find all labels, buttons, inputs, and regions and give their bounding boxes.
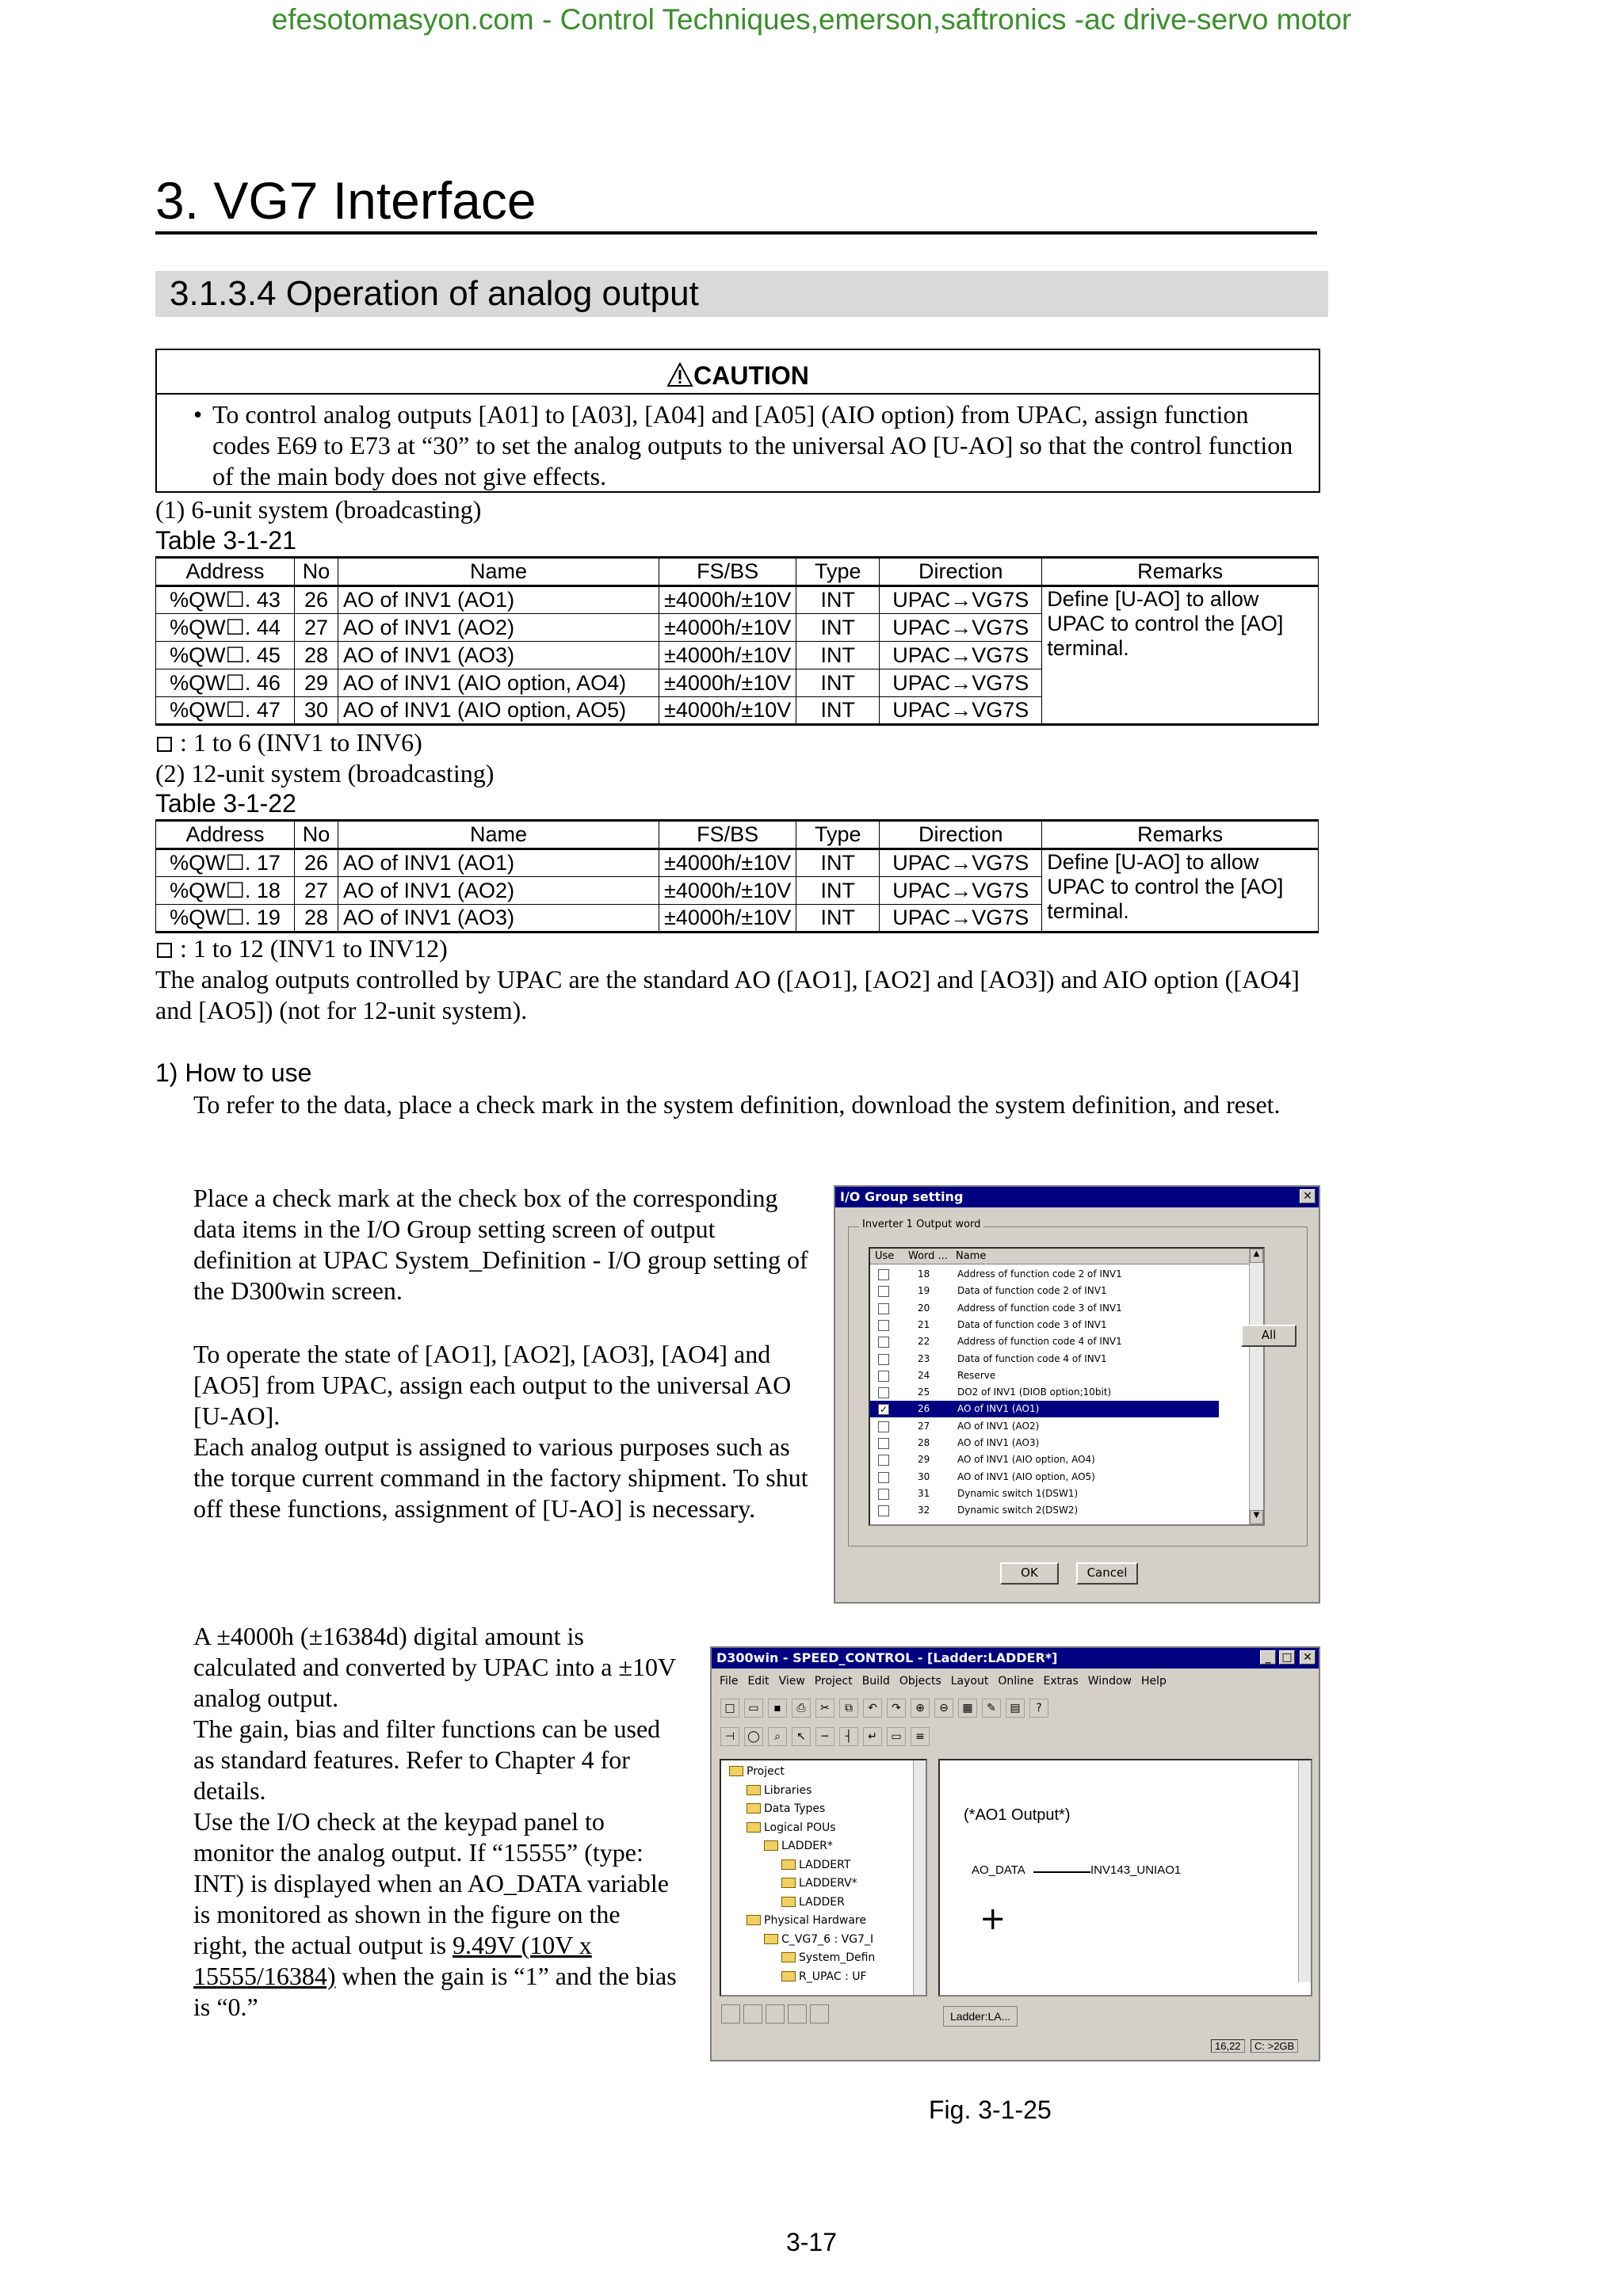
- folder-icon: [747, 1803, 761, 1814]
- checkbox[interactable]: [878, 1438, 889, 1449]
- search-icon[interactable]: ⌕: [768, 1727, 787, 1746]
- remarks-cell: Define [U-AO] to allow UPAC to control the [AO] terminal.: [1042, 849, 1319, 933]
- var-out: INV143_UNIAO1: [1090, 1863, 1182, 1877]
- build-icon[interactable]: ▦: [958, 1699, 977, 1718]
- cut-icon[interactable]: ✂: [815, 1699, 834, 1718]
- table-row: %QW☐. 43 26 AO of INV1 (AO1) ±4000h/±10V INT UPAC→VG7S Define [U-AO] to allow UPAC to control the [AO] terminal.: [156, 586, 1319, 614]
- io-list-item[interactable]: 25 DO2 of INV1 (DIOB option;10bit): [870, 1384, 1219, 1401]
- print-icon[interactable]: ⎙: [792, 1699, 811, 1718]
- table2-label: Table 3-1-22: [155, 789, 296, 818]
- ladder-editor: [938, 1759, 1312, 1997]
- table-row: %QW☐. 17 26 AO of INV1 (AO1) ±4000h/±10V INT UPAC→VG7S Define [U-AO] to allow UPAC to control the [AO] terminal.: [156, 849, 1319, 877]
- checkbox[interactable]: [878, 1505, 889, 1516]
- col-remarks: Remarks: [1042, 558, 1319, 586]
- status-disk: C: >2GB: [1251, 2039, 1298, 2053]
- zoom-out-icon[interactable]: ⊖: [934, 1699, 953, 1718]
- col-direction: Direction: [880, 558, 1042, 586]
- figure-caption: Fig. 3-1-25: [929, 2096, 1052, 2124]
- warning-icon: [666, 362, 693, 387]
- io-list-item[interactable]: 31 Dynamic switch 1(DSW1): [870, 1486, 1219, 1502]
- save-icon[interactable]: ▪: [768, 1699, 787, 1718]
- checkbox[interactable]: [878, 1269, 889, 1280]
- para-purposes: Each analog output is assigned to various purposes such as the torque current command in the factory shipment. To shut off these functions, assignment of [U-AO] is necessary.: [193, 1432, 808, 1523]
- ladder-comment: (*AO1 Output*): [964, 1806, 1071, 1824]
- io-group-label: Inverter 1 Output word: [859, 1219, 983, 1230]
- chapter-rule: [155, 231, 1317, 235]
- summary-text: The analog outputs controlled by UPAC are the standard AO ([AO1], [AO2] and [AO3]) and AIO option ([AO4] and [AO5]) (not for 12-unit system).: [155, 965, 1300, 1024]
- maximize-icon[interactable]: □: [1279, 1650, 1295, 1665]
- folder-icon: [781, 1897, 796, 1907]
- close-icon[interactable]: ✕: [1300, 1650, 1316, 1665]
- folder-icon: [781, 1952, 796, 1962]
- io-list-item[interactable]: 32 Dynamic switch 2(DSW2): [870, 1502, 1219, 1519]
- folder-icon: [764, 1840, 778, 1851]
- tree-item[interactable]: Project: [729, 1765, 785, 1778]
- folder-icon: [747, 1785, 761, 1795]
- all-button[interactable]: All: [1241, 1325, 1296, 1347]
- system6-note: : 1 to 6 (INV1 to INV6): [155, 727, 422, 758]
- folder-icon: [781, 1971, 796, 1981]
- help-icon[interactable]: ?: [1029, 1699, 1048, 1718]
- io-list-item[interactable]: 27 AO of INV1 (AO2): [870, 1418, 1219, 1435]
- close-icon[interactable]: ✕: [1300, 1189, 1316, 1203]
- io-list-item[interactable]: 30 AO of INV1 (AIO option, AO5): [870, 1469, 1219, 1486]
- io-list[interactable]: [869, 1247, 1265, 1526]
- jump-icon[interactable]: ↵: [863, 1727, 882, 1746]
- tree-item[interactable]: C_VG7_6 : VG7_I: [764, 1933, 873, 1946]
- table1-label: Table 3-1-21: [155, 526, 296, 555]
- cancel-button[interactable]: Cancel: [1076, 1562, 1138, 1585]
- checkbox[interactable]: [878, 1320, 889, 1331]
- folder-icon: [747, 1822, 761, 1833]
- ok-button[interactable]: OK: [1000, 1562, 1059, 1585]
- coil-icon[interactable]: ◯: [744, 1727, 763, 1746]
- table-row: %QW☐. 19 28 AO of INV1 (AO3) ±4000h/±10V INT UPAC→VG7S: [156, 905, 1319, 933]
- tree-item[interactable]: System_Defin: [781, 1951, 875, 1964]
- menu-item-online[interactable]: Online: [998, 1675, 1034, 1688]
- tools-icon[interactable]: ✎: [982, 1699, 1001, 1718]
- menu-item-project[interactable]: Project: [814, 1675, 853, 1688]
- caution-bullet: •: [193, 400, 203, 429]
- system12-note: : 1 to 12 (INV1 to INV12): [155, 933, 448, 964]
- folder-icon: [764, 1934, 778, 1944]
- para-digital: A ±4000h (±16384d) digital amount is calculated and converted by UPAC into a ±10V analog output. The gain, bias and filter functions can be used as standard features. Refer to Chapter 4 for details. Use the I/O check at the keypad panel to monitor the analog output. If “15555” (type: INT) is displayed when an AO_DATA variable is monitored as shown in the figure on the right, the actual output is 9.49V (10V x 15555/16384) when the gain is “1” and the bias is “0.”: [193, 1622, 677, 2021]
- system12-heading: (2) 12-unit system (broadcasting): [155, 759, 495, 788]
- line-icon[interactable]: ─: [815, 1727, 834, 1746]
- io-dialog-titlebar: I/O Group setting ✕: [835, 1187, 1319, 1207]
- io-list-item[interactable]: 20 Address of function code 3 of INV1: [870, 1300, 1219, 1317]
- zoom-in-icon[interactable]: ⊕: [911, 1699, 930, 1718]
- section-title: 3.1.3.4 Operation of analog output: [155, 271, 1328, 317]
- caution-text: To control analog outputs [A01] to [A03], [A04] and [A05] (AIO option) from UPAC, assign function codes E69 to E73 at “30” to set the analog outputs to the universal AO [U-AO] so that the control function of the main body does not give effects.: [212, 400, 1293, 490]
- io-list-item[interactable]: 19 Data of function code 2 of INV1: [870, 1283, 1219, 1299]
- table-3-1-21: [155, 556, 1319, 726]
- table-3-1-22: Address No Name FS/BS Type Direction Remarks %QW☐. 17 26 AO of INV1 (AO1) ±4000h/±10V INT UPAC→VG7S Define [U-AO] to allow UPAC to control the [AO] terminal. %QW☐. 18 27 AO of INV1 (AO2) ±4000h/±10V INT UPAC→VG7S %QW☐. 19 28 AO of INV1 (AO3) ±4000h/±10V INT UPAC→VG7S: [155, 819, 1319, 933]
- menu-item-extras[interactable]: Extras: [1043, 1675, 1079, 1688]
- bottom-toolbar: [720, 2003, 831, 2027]
- para-checkmark: Place a check mark at the check box of the corresponding data items in the I/O Group setting screen of output definition at UPAC System_Definition - I/O group setting of the D300win screen.: [193, 1184, 808, 1305]
- tree-item[interactable]: LADDERV*: [781, 1877, 857, 1890]
- checkbox[interactable]: [878, 1286, 889, 1297]
- checkbox[interactable]: [878, 1303, 889, 1314]
- d300win-titlebar: D300win - SPEED_CONTROL - [Ladder:LADDER*] _ □ ✕: [712, 1648, 1319, 1669]
- io-list-item[interactable]: 29 AO of INV1 (AIO option, AO4): [870, 1451, 1219, 1468]
- system6-heading: (1) 6-unit system (broadcasting): [155, 495, 482, 524]
- checkbox[interactable]: [878, 1337, 889, 1348]
- menu-item-edit[interactable]: Edit: [747, 1675, 769, 1688]
- function-icon[interactable]: ▭: [887, 1727, 906, 1746]
- caution-box: [155, 349, 1320, 493]
- d300win-window: [710, 1646, 1320, 2061]
- tree-item[interactable]: LADDER: [781, 1896, 845, 1909]
- tree-item[interactable]: Data Types: [747, 1802, 825, 1815]
- io-list-item[interactable]: 22 Address of function code 4 of INV1: [870, 1333, 1219, 1350]
- col-name: Name: [338, 558, 659, 586]
- placeholder-box-icon: [157, 943, 172, 958]
- para-assign: To operate the state of [AO1], [AO2], [AO3], [AO4] and [AO5] from UPAC, assign each output to the universal AO [U-AO].: [193, 1340, 792, 1430]
- io-list-item[interactable]: 24 Reserve: [870, 1367, 1219, 1384]
- io-list-item[interactable]: 21 Data of function code 3 of INV1: [870, 1317, 1219, 1333]
- caution-title: CAUTION: [157, 350, 1319, 395]
- folder-icon: [747, 1915, 761, 1925]
- grid-icon[interactable]: ▤: [1006, 1699, 1025, 1718]
- crosshair-cursor-icon: +: [980, 1901, 1006, 1937]
- copy-icon[interactable]: ⧉: [839, 1699, 858, 1718]
- branch-icon[interactable]: ┤: [839, 1727, 858, 1746]
- tree-item[interactable]: Physical Hardware: [747, 1914, 866, 1927]
- menu-item-file[interactable]: File: [720, 1675, 739, 1688]
- ladder-wire: [1033, 1871, 1090, 1873]
- col-fsbs: FS/BS: [659, 558, 796, 586]
- table-row: %QW☐. 46 29 AO of INV1 (AIO option, AO4) ±4000h/±10V INT UPAC→VG7S: [156, 669, 1319, 697]
- ladder-tab[interactable]: Ladder:LA...: [943, 2006, 1018, 2027]
- project-tree: [720, 1759, 927, 1997]
- io-list-item[interactable]: 23 Data of function code 4 of INV1: [870, 1351, 1219, 1367]
- menu-bar: [720, 1675, 1176, 1692]
- col-type: Type: [796, 558, 880, 586]
- header-banner: efesotomasyon.com - Control Techniques,emerson,saftronics -ac drive-servo motor: [271, 3, 1352, 36]
- minimize-icon[interactable]: _: [1260, 1650, 1276, 1665]
- chapter-title: 3. VG7 Interface: [155, 171, 537, 230]
- checkbox[interactable]: [878, 1472, 889, 1483]
- menu-item-help[interactable]: Help: [1140, 1675, 1167, 1688]
- table-row: %QW☐. 45 28 AO of INV1 (AO3) ±4000h/±10V INT UPAC→VG7S: [156, 642, 1319, 669]
- cursor-icon[interactable]: ↖: [792, 1727, 811, 1746]
- howto-heading: 1) How to use: [155, 1058, 312, 1087]
- rung-icon[interactable]: ≡: [911, 1727, 930, 1746]
- contact-icon[interactable]: ⊣: [720, 1727, 739, 1746]
- menu-item-view[interactable]: View: [778, 1675, 805, 1688]
- io-list-scrollbar[interactable]: ▲ ▼: [1249, 1249, 1263, 1524]
- menu-item-objects[interactable]: Objects: [899, 1675, 941, 1688]
- folder-icon: [781, 1878, 796, 1888]
- menu-item-build[interactable]: Build: [861, 1675, 890, 1688]
- folder-icon: [781, 1859, 796, 1870]
- checkbox[interactable]: [878, 1387, 889, 1398]
- tree-item[interactable]: Logical POUs: [747, 1821, 836, 1834]
- table-row: %QW☐. 18 27 AO of INV1 (AO2) ±4000h/±10V INT UPAC→VG7S: [156, 877, 1319, 905]
- open-icon[interactable]: ▭: [744, 1699, 763, 1718]
- tree-item[interactable]: LADDERT: [781, 1859, 850, 1871]
- undo-icon[interactable]: ↶: [863, 1699, 882, 1718]
- toolbar-standard: [718, 1697, 1312, 1721]
- io-group-dialog: [834, 1185, 1320, 1604]
- tree-item[interactable]: Libraries: [747, 1784, 812, 1797]
- folder-icon: [729, 1766, 743, 1776]
- toolbar-ladder: [718, 1726, 1312, 1749]
- tree-item[interactable]: R_UPAC : UF: [781, 1970, 867, 1983]
- editor-scrollbar[interactable]: [1298, 1760, 1311, 1982]
- howto-intro: To refer to the data, place a check mark in the system definition, download the system definition, and reset.: [193, 1090, 1281, 1119]
- placeholder-box-icon: [157, 737, 172, 752]
- table-row: %QW☐. 44 27 AO of INV1 (AO2) ±4000h/±10V INT UPAC→VG7S: [156, 614, 1319, 642]
- checkbox[interactable]: [878, 1354, 889, 1365]
- new-icon[interactable]: □: [720, 1699, 739, 1718]
- checkbox[interactable]: [878, 1421, 889, 1432]
- checkbox[interactable]: [878, 1455, 889, 1466]
- redo-icon[interactable]: ↷: [887, 1699, 906, 1718]
- io-list-item[interactable]: 18 Address of function code 2 of INV1: [870, 1266, 1219, 1283]
- io-list-item[interactable]: ✓ 26 AO of INV1 (AO1): [870, 1401, 1219, 1417]
- checkbox[interactable]: [878, 1489, 889, 1500]
- col-no: No: [295, 558, 338, 586]
- col-address: Address: [156, 558, 295, 586]
- checkbox[interactable]: [878, 1371, 889, 1382]
- var-in: AO_DATA: [972, 1863, 1025, 1877]
- checkbox[interactable]: ✓: [879, 1404, 888, 1416]
- tree-item[interactable]: LADDER*: [764, 1840, 833, 1852]
- page-number: 3-17: [785, 2228, 838, 2256]
- tree-scrollbar[interactable]: [913, 1760, 926, 1995]
- table-row: %QW☐. 47 30 AO of INV1 (AIO option, AO5) ±4000h/±10V INT UPAC→VG7S: [156, 697, 1319, 725]
- io-list-item[interactable]: 28 AO of INV1 (AO3): [870, 1435, 1219, 1451]
- menu-item-layout[interactable]: Layout: [950, 1675, 989, 1688]
- menu-item-window[interactable]: Window: [1087, 1675, 1132, 1688]
- status-position: 16,22: [1211, 2039, 1245, 2053]
- io-list-header: Use Word ... Name: [870, 1249, 1249, 1264]
- remarks-cell: Define [U-AO] to allow UPAC to control the [AO] terminal.: [1042, 586, 1319, 725]
